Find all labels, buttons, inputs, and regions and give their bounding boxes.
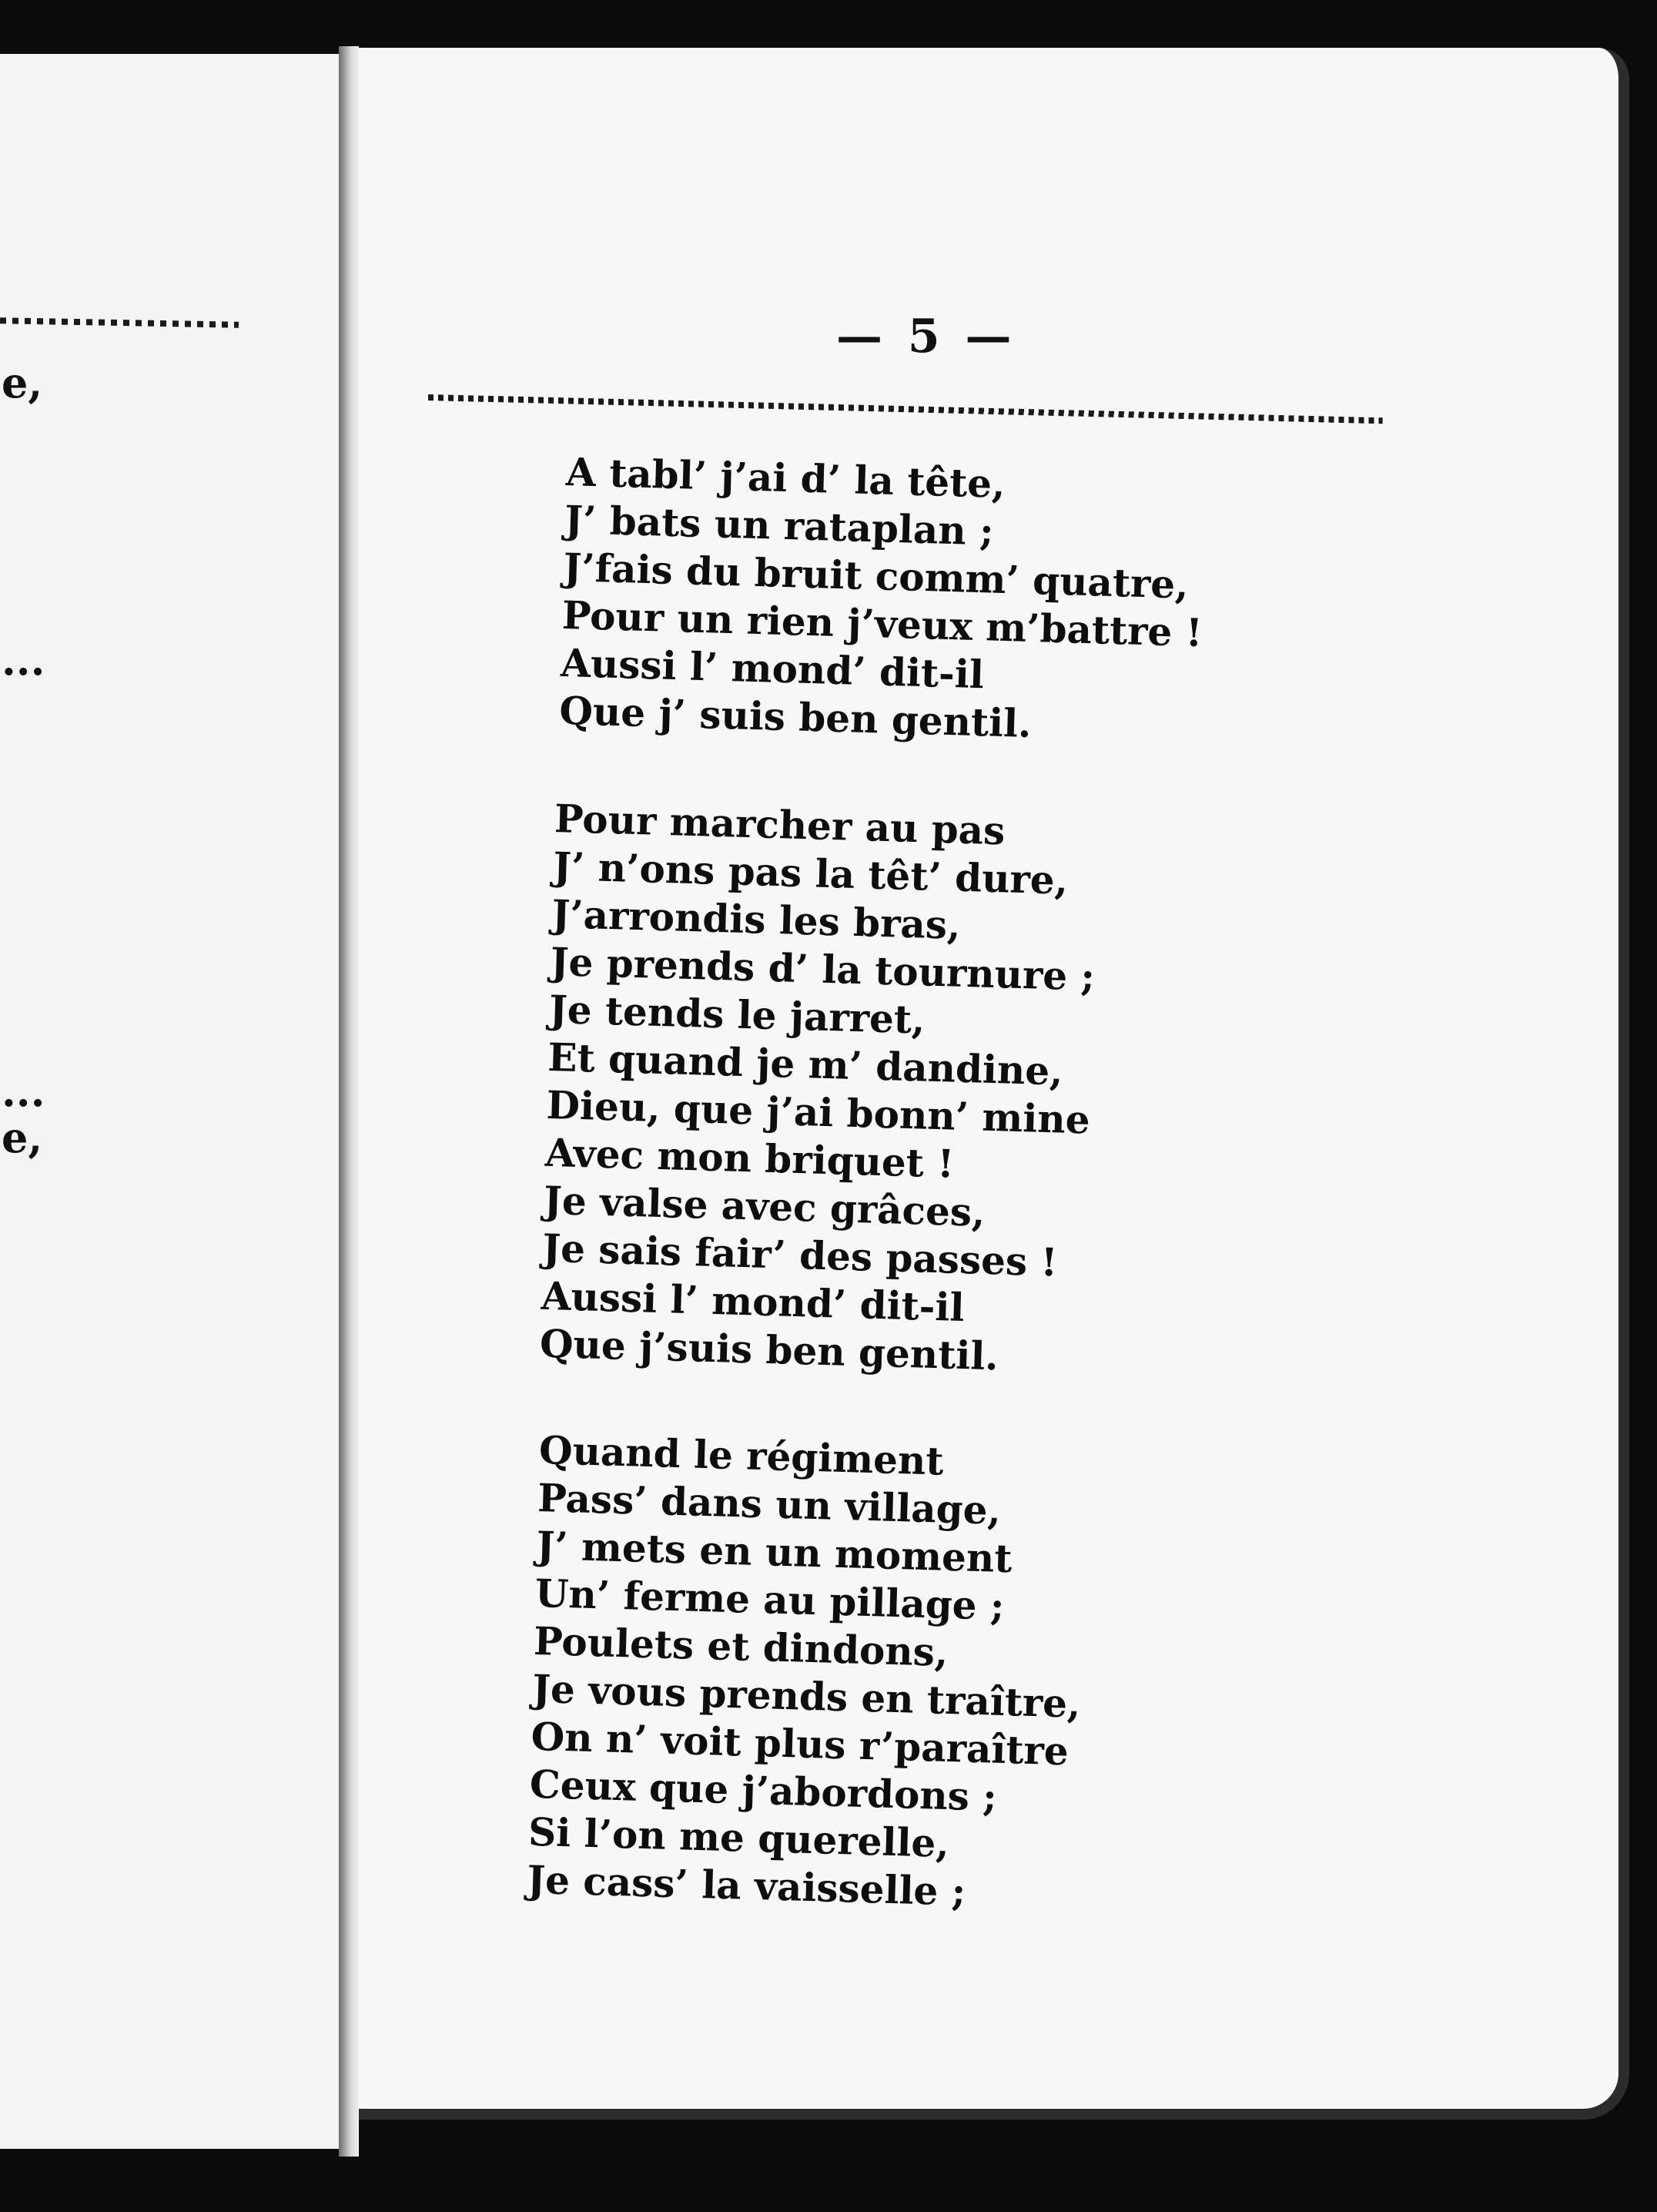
left-page: [0, 54, 343, 2149]
verse-line: Poulets et dindons,: [533, 1617, 949, 1675]
verse-line: Ceux que j’abordons ;: [529, 1761, 998, 1820]
verse-line: Que j’ suis ben gentil.: [558, 687, 1033, 746]
verse-line: Pour un rien j’veux m’battre !: [561, 592, 1203, 656]
verse-line: A tabl’ j’ai d’ la tête,: [565, 448, 1006, 507]
left-page-fragment: ...: [2, 635, 45, 685]
header-ornament-rule: [428, 394, 1383, 424]
verse-line: J’ bats un rataplan ;: [564, 496, 995, 555]
stanza: [539, 795, 1100, 1382]
verse-line: Aussi l’ mond’ dit-il: [541, 1272, 966, 1331]
verse-line: J’fais du bruit comm’ quatre,: [562, 544, 1190, 608]
page-number: — 5 —: [836, 310, 1016, 364]
verse-line: On n’ voit plus r’paraître: [530, 1713, 1070, 1775]
verse-line: Je valse avec grâces,: [543, 1177, 986, 1235]
right-page: [359, 48, 1629, 2120]
left-page-fragment: e,: [2, 358, 43, 407]
left-page-fragment: e,: [2, 1113, 43, 1162]
verse-line: Je prends d’ la tournure ;: [550, 938, 1096, 1000]
verse-line: Un’ ferme au pillage ;: [534, 1570, 1006, 1629]
left-page-ornament-rule: [0, 317, 239, 327]
left-page-fragment: ...: [2, 1067, 45, 1116]
verse-line: Je tends le jarret,: [548, 986, 926, 1043]
verse-line: Je sais fair’ des passes !: [541, 1225, 1059, 1285]
verse-line: Et quand je m’ dandine,: [547, 1034, 1064, 1094]
verse-line: Avec mon briquet !: [544, 1129, 956, 1187]
verse-line: J’ mets en un moment: [535, 1522, 1013, 1582]
stanza: [559, 448, 1207, 752]
verse-line: Quand le régiment: [538, 1426, 945, 1484]
verse-line: Si l’on me querelle,: [527, 1808, 950, 1867]
verse-line: Je cass’ la vaisselle ;: [526, 1856, 967, 1915]
verse-line: Dieu, que j’ai bonn’ mine: [545, 1081, 1091, 1143]
verse-line: Aussi l’ mond’ dit-il: [560, 639, 985, 698]
verse-line: J’ n’ons pas la têt’ dure,: [552, 843, 1069, 903]
verse-line: Pour marcher au pas: [554, 795, 1006, 854]
stanza: [527, 1426, 1088, 1919]
verse-line: Que j’suis ben gentil.: [539, 1320, 999, 1379]
book-gutter: [339, 46, 359, 2157]
verse-line: Pass’ dans un village,: [537, 1474, 1002, 1533]
verse-line: Je vous prends en traître,: [531, 1665, 1082, 1727]
verse-line: J’arrondis les bras,: [551, 890, 962, 948]
